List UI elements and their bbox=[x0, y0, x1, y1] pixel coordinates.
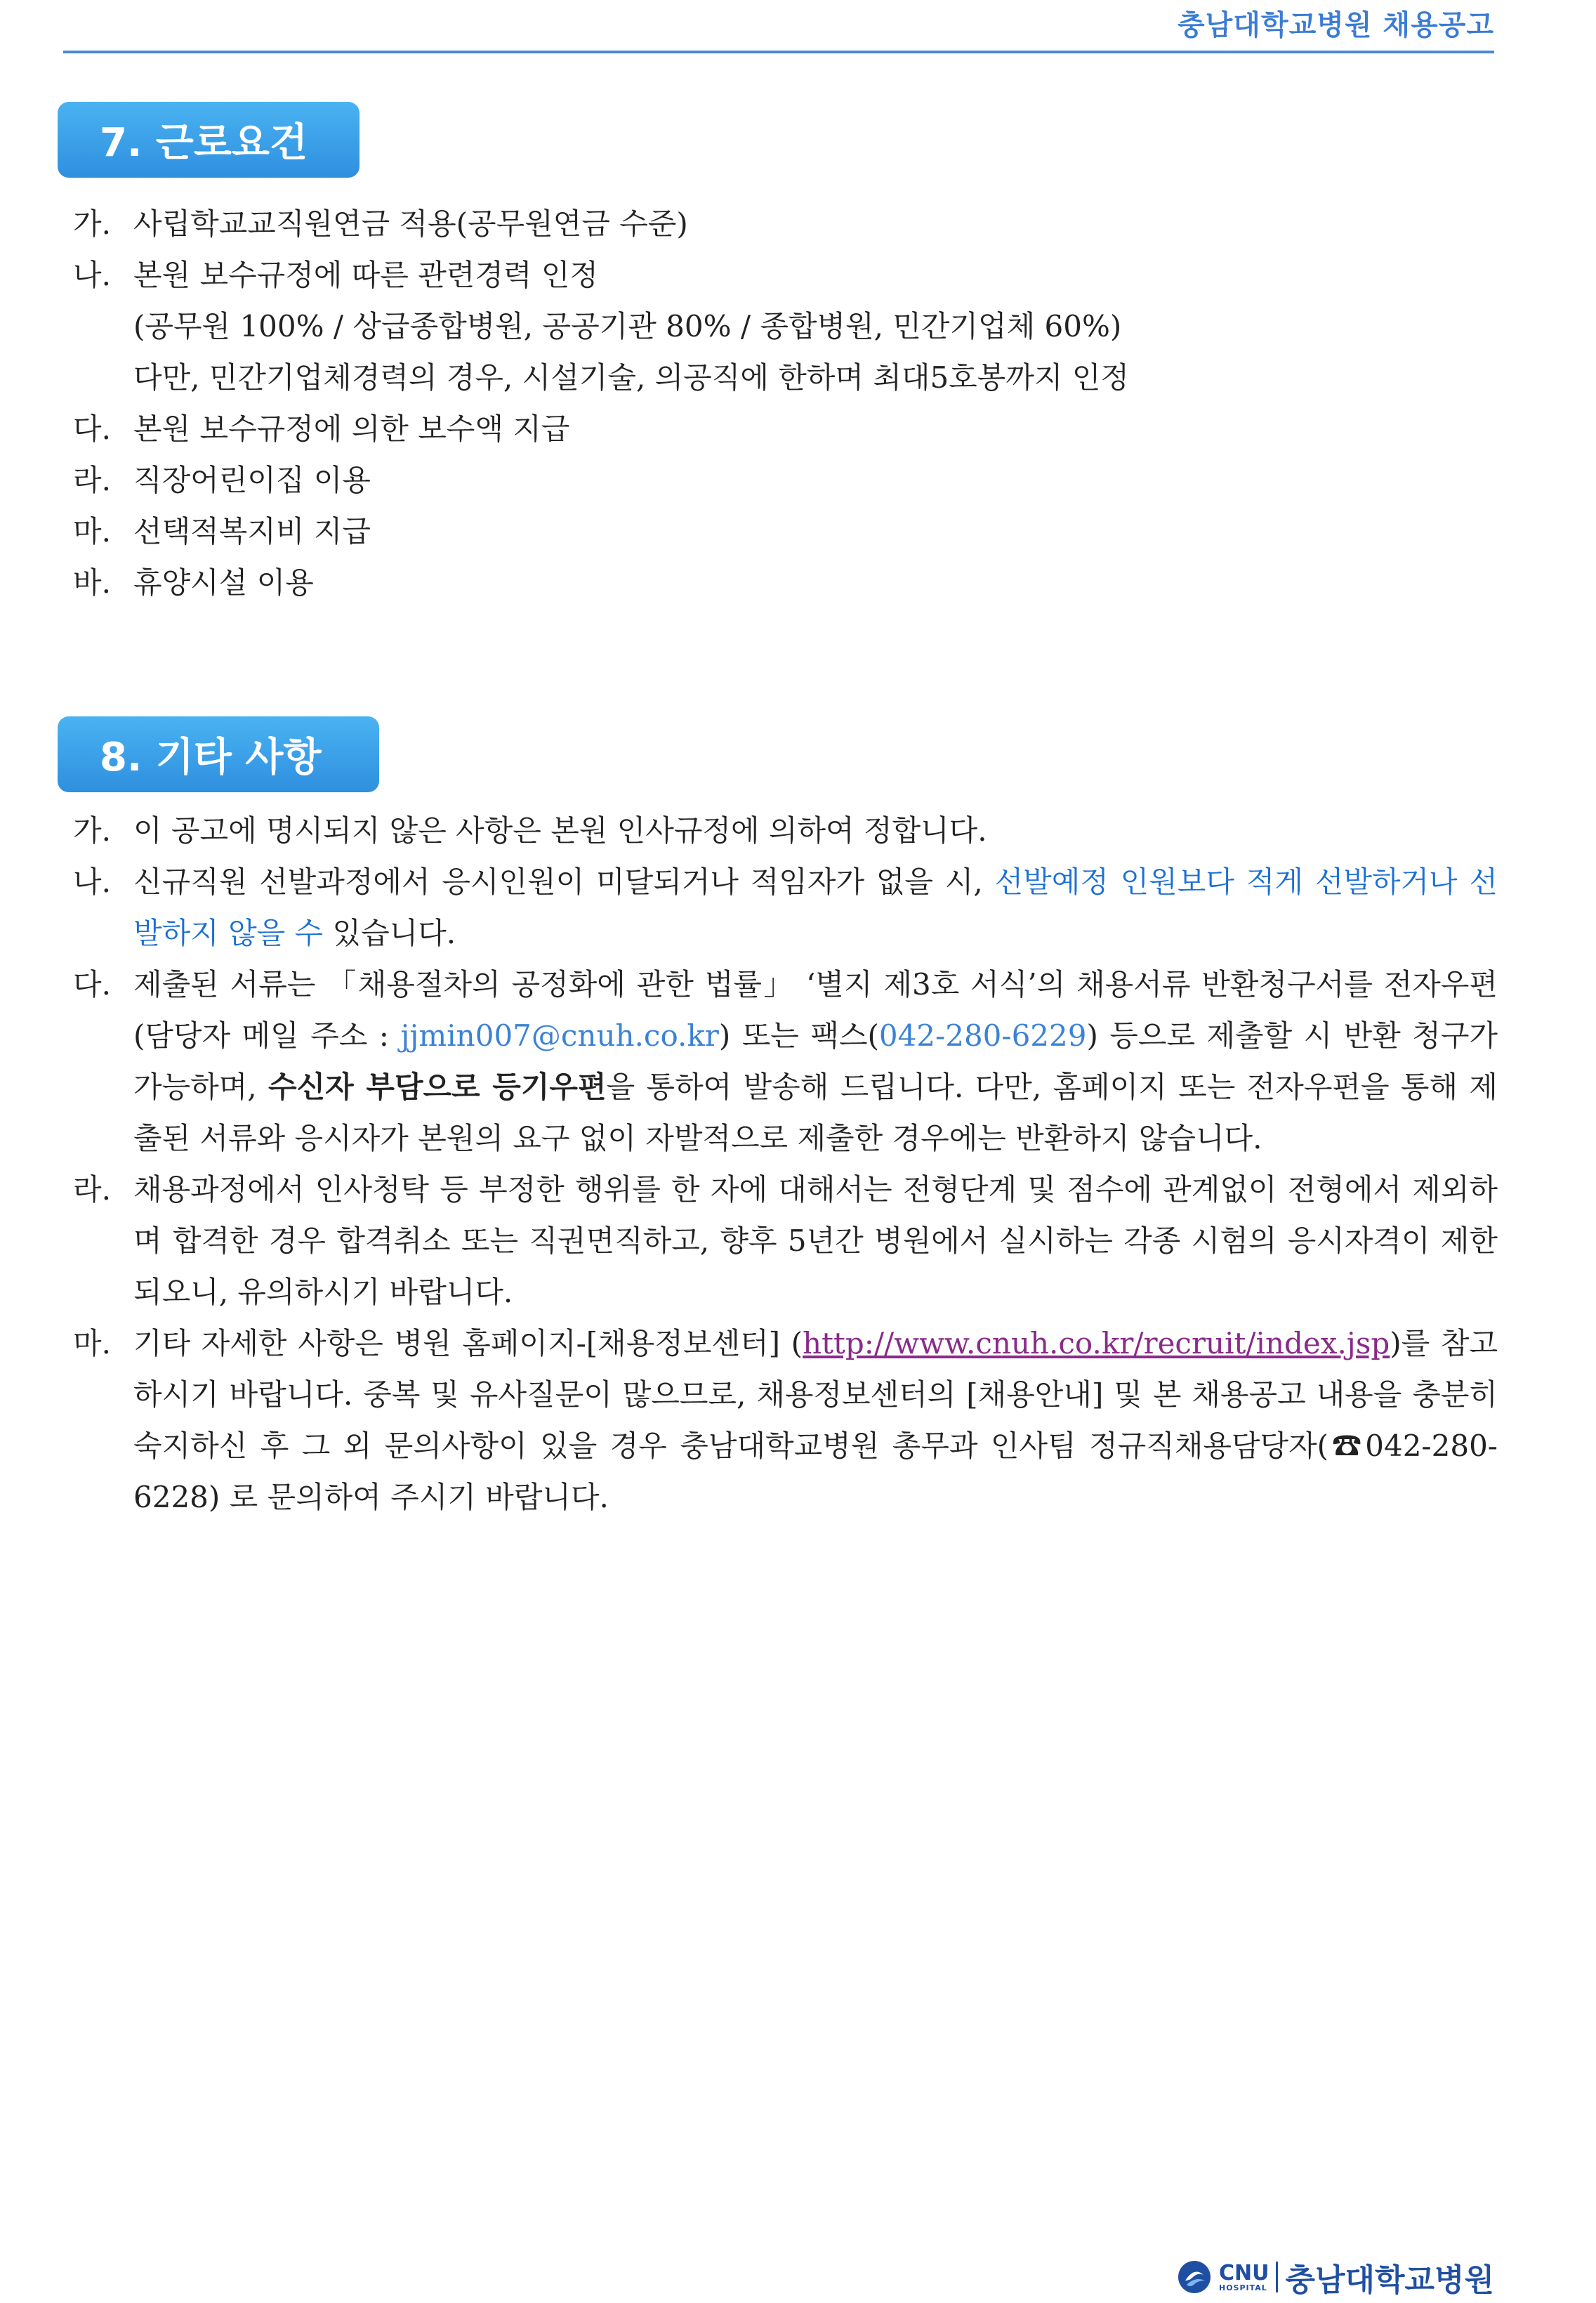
text-run: 있습니다. bbox=[323, 916, 456, 950]
list-marker: 다. bbox=[73, 412, 111, 446]
fax-number: 042-280-6229 bbox=[878, 1018, 1087, 1053]
list-text bbox=[133, 959, 1498, 1164]
section-8-heading: 8. 기타 사항 bbox=[58, 716, 379, 792]
list-item bbox=[73, 959, 1498, 1164]
list-item bbox=[73, 856, 1498, 959]
email-link[interactable]: jjmin007@cnuh.co.kr bbox=[400, 1018, 719, 1053]
phone-number: 042-280-6228 bbox=[133, 1429, 1498, 1514]
list-marker: 바. bbox=[73, 565, 111, 600]
list-text bbox=[133, 856, 1498, 959]
text-run: ) 로 문의하여 주시기 바랍니다. bbox=[208, 1480, 609, 1514]
text-run: ) 등으로 제출할 시 반환 청구가 가능하며, bbox=[133, 1018, 1498, 1104]
logo-hospital-name: 충남대학교병원 bbox=[1285, 2262, 1494, 2298]
list-marker: 다. bbox=[73, 967, 111, 1002]
text-run: 신규직원 선발과정에서 응시인원이 미달되거나 적임자가 없을 시, bbox=[133, 865, 995, 899]
list-text: 본원 보수규정에 따른 관련경력 인정 bbox=[133, 258, 598, 292]
list-marker: 라. bbox=[73, 1172, 111, 1207]
list-item bbox=[73, 506, 1498, 557]
list-item bbox=[73, 249, 1498, 403]
list-item bbox=[73, 198, 1498, 249]
list-text: 사립학교교직원연금 적용(공무원연금 수준) bbox=[133, 206, 688, 241]
list-subtext: 다만, 민간기업체경력의 경우, 시설기술, 의공직에 한하며 최대5호봉까지 인정 bbox=[133, 360, 1129, 395]
list-marker: 라. bbox=[73, 463, 111, 497]
list-marker: 마. bbox=[73, 514, 111, 549]
list-text: 본원 보수규정에 의한 보수액 지급 bbox=[133, 412, 570, 446]
bold-text: 수신자 부담으로 등기우편 bbox=[268, 1070, 607, 1104]
header-divider bbox=[63, 51, 1494, 53]
list-subtext: (공무원 100% / 상급종합병원, 공공기관 80% / 종합병원, 민간기업체 60%) bbox=[133, 309, 1122, 343]
text-run: )를 참고하시기 바랍니다. 중복 및 유사질문이 많으므로, 채용정보센터의 [채용안내] 및 본 채용공고 내용을 충분히 숙지하신 후 그 외 문의사항이 있을 경우 충남대학교병원 총무과 인사팀 정규직채용담당자( bbox=[133, 1326, 1498, 1463]
list-text: 선택적복지비 지급 bbox=[133, 514, 371, 549]
text-run: 을 통하여 발송해 드립니다. 다만, 홈페이지 또는 전자우편을 통해 제출된 서류와 응시자가 본원의 요구 없이 자발적으로 제출한 경우에는 반환하지 않습니다. bbox=[133, 1070, 1498, 1155]
highlight-text: 선발예정 인원보다 적게 선발하거나 선발하지 않을 수 bbox=[133, 865, 1498, 950]
list-item bbox=[73, 1164, 1498, 1318]
section-8-list bbox=[73, 805, 1498, 1523]
logo-cnu: CNU bbox=[1218, 2260, 1269, 2285]
list-item bbox=[73, 1318, 1498, 1523]
list-marker: 나. bbox=[73, 258, 111, 292]
text-run: ) 또는 팩스( bbox=[718, 1018, 879, 1053]
logo-hospital: HOSPITAL bbox=[1218, 2283, 1267, 2292]
list-text: 이 공고에 명시되지 않은 사항은 본원 인사규정에 의하여 정합니다. bbox=[133, 813, 987, 848]
text-run: 기타 자세한 사항은 병원 홈페이지-[채용정보센터] ( bbox=[133, 1326, 803, 1360]
list-text bbox=[133, 1318, 1498, 1523]
cnu-emblem-icon bbox=[1177, 2259, 1212, 2295]
list-item bbox=[73, 557, 1498, 608]
header-title: 충남대학교병원 채용공고 bbox=[1178, 9, 1494, 41]
list-item bbox=[73, 403, 1498, 454]
logo-divider bbox=[1276, 2262, 1278, 2292]
list-marker: 마. bbox=[73, 1326, 111, 1360]
section-7-list bbox=[73, 198, 1498, 608]
list-item bbox=[73, 454, 1498, 506]
list-marker: 가. bbox=[73, 206, 111, 241]
list-text: 직장어린이집 이용 bbox=[133, 463, 371, 497]
section-7-heading: 7. 근로요건 bbox=[58, 102, 360, 178]
list-marker: 가. bbox=[73, 813, 111, 848]
list-text: 휴양시설 이용 bbox=[133, 565, 314, 600]
list-item bbox=[73, 805, 1498, 856]
list-text: 채용과정에서 인사청탁 등 부정한 행위를 한 자에 대해서는 전형단계 및 점수에 관계없이 전형에서 제외하며 합격한 경우 합격취소 또는 직권면직하고, 향후 5년간 병원에서 실시하는 각종 시험의 응시자격이 제한되오니, 유의하시기 바랍니다. bbox=[133, 1172, 1498, 1309]
phone-icon: ☎ bbox=[1328, 1429, 1366, 1463]
recruit-url-link[interactable]: http://www.cnuh.co.kr/recruit/index.jsp bbox=[803, 1326, 1390, 1360]
footer-logo bbox=[1177, 2257, 1494, 2297]
list-marker: 나. bbox=[73, 865, 111, 899]
logo-cnu-text bbox=[1218, 2260, 1269, 2292]
text-run: 제출된 서류는 「채용절차의 공정화에 관한 법률」 ‘별지 제3호 서식’의 채용서류 반환청구서를 전자우편(담당자 메일 주소 : bbox=[133, 967, 1498, 1053]
